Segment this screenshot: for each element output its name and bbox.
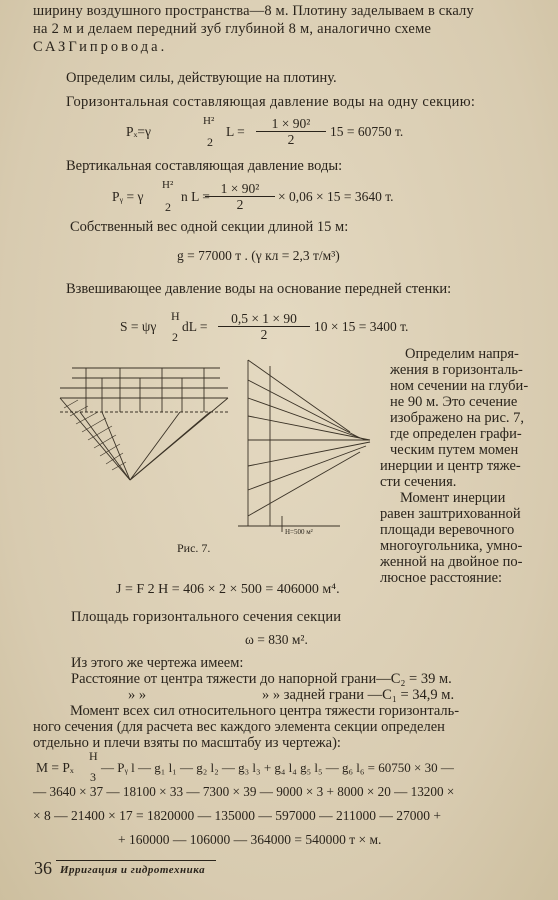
formula-py-rhs: × 0,06 × 15 = 3640 т. xyxy=(278,189,394,204)
text-line: Момент всех сил относительного центра тяжести горизонталь- xyxy=(70,703,460,719)
text-line: ном сечении на глуби- xyxy=(390,378,529,394)
text-line: сти сечения. xyxy=(380,474,457,490)
text-line: где определен графи- xyxy=(390,426,522,442)
text-line: Взвешивающее давление воды на основание передней стенки: xyxy=(66,281,452,297)
text-line: Вертикальная составляющая давление воды: xyxy=(66,158,343,174)
text-line: не 90 м. Это сечение xyxy=(390,394,518,410)
text-line: САЗГипровода. xyxy=(33,39,168,55)
formula-px-rhs: 15 = 60750 т. xyxy=(330,124,404,139)
formula-s-two: 2 xyxy=(172,330,178,344)
formula-M-line3: × 8 — 21400 × 17 = 1820000 — 135000 — 597000 — 211000 — 27000 + xyxy=(33,808,441,823)
text-line: ного сечения (для расчета вес каждого элемента секции определен xyxy=(33,719,445,735)
formula-M-3: 3 xyxy=(90,770,96,784)
text-line: Из этого же чертежа имеем: xyxy=(71,655,244,671)
formula-M-line4: + 160000 — 106000 — 364000 = 540000 т × м. xyxy=(118,832,382,847)
running-title: Ирригация и гидротехника xyxy=(60,864,206,876)
fraction-numerator: 0,5 × 1 × 90 xyxy=(218,311,310,327)
text-line: Горизонтальная составляющая давление воды на одну секцию: xyxy=(66,94,476,110)
formula-g: g = 77000 т . (γ кл = 2,3 т/м³) xyxy=(177,248,340,263)
text-line: Момент инерции xyxy=(400,490,506,506)
formula-s-lhs: S = ψγ xyxy=(120,319,157,334)
text-line: отдельно и плечи взяты по масштабу из чертежа): xyxy=(33,735,341,751)
formula-py-two: 2 xyxy=(165,200,171,214)
text-line: Площадь горизонтального сечения секции xyxy=(71,609,342,625)
formula-s-dL: dL = xyxy=(182,319,208,334)
figure-caption: Рис. 7. xyxy=(177,541,211,555)
formula-J: J = F 2 H = 406 × 2 × 500 = 406000 м⁴. xyxy=(116,582,340,597)
formula-omega: ω = 830 м². xyxy=(245,632,308,647)
text-line: Определим напря- xyxy=(405,346,519,362)
text-line: » » задней грани —C₁ = 34,9 м. xyxy=(262,687,455,703)
formula-px-L: L = xyxy=(226,124,245,139)
formula-s-rhs: 10 × 15 = 3400 т. xyxy=(314,319,409,334)
fraction-denominator: 2 xyxy=(287,132,295,147)
figure-pole-label: H=500 м² xyxy=(285,528,313,536)
figure-7-drawing xyxy=(50,340,380,540)
formula-py-nL: n L = xyxy=(181,189,210,204)
formula-px-h2: H² xyxy=(203,115,215,127)
formula-M-lhs: M = Pₓ xyxy=(36,760,74,775)
formula-M-H: H xyxy=(89,749,98,763)
text-line: инерции и центр тяже- xyxy=(380,458,521,474)
formula-s-h: H xyxy=(171,309,180,323)
formula-px-two: 2 xyxy=(207,135,213,149)
formula-M-line2: — 3640 × 37 — 18100 × 33 — 7300 × 39 — 9000 × 3 + 8000 × 20 — 13200 × xyxy=(33,784,455,799)
text-line: Собственный вес одной секции длиной 15 м: xyxy=(70,219,349,235)
formula-M-line1: — Pᵧ l — g₁ l₁ — g₂ l₂ — g₃ l₃ + g₄ l₄ g₅ l₅ — g₆ l₆ = 60750 × 30 — xyxy=(101,760,454,775)
text-line: Определим силы, действующие на плотину. xyxy=(66,70,337,86)
fraction-denominator: 2 xyxy=(260,327,268,342)
text-line: жения в горизонталь- xyxy=(390,362,523,378)
text-line: изображено на рис. 7, xyxy=(390,410,525,426)
text-line: многоугольника, умно- xyxy=(380,538,523,554)
footer-rule xyxy=(56,860,216,861)
fraction-denominator: 2 xyxy=(236,197,244,212)
text-line: площади веревочного xyxy=(380,522,515,538)
text-line: люсное расстояние: xyxy=(380,570,503,586)
formula-s-fraction xyxy=(218,311,310,342)
text-line: равен заштрихованной xyxy=(380,506,521,522)
text-line: Расстояние от центра тяжести до напорной грани—C₂ = 39 м. xyxy=(71,671,452,687)
formula-px-fraction xyxy=(256,116,326,147)
formula-px-lhs: Pₓ=γ xyxy=(126,124,152,139)
text-line: ческим путем момен xyxy=(390,442,519,458)
formula-py-lhs: Pᵧ = γ xyxy=(112,189,144,204)
fraction-numerator: 1 × 90² xyxy=(256,116,326,132)
text-line: ширину воздушного пространства—8 м. Плотину заделываем в скалу xyxy=(33,3,474,19)
formula-py-fraction xyxy=(205,181,275,212)
page-number: 36 xyxy=(34,858,52,878)
text-line: на 2 м и делаем передний зуб глубиной 8 м, аналогично схеме xyxy=(33,21,432,37)
formula-py-h2: H² xyxy=(162,179,174,191)
text-line: женной на двойное по- xyxy=(380,554,523,570)
fraction-numerator: 1 × 90² xyxy=(205,181,275,197)
text-line: » » xyxy=(128,687,147,703)
